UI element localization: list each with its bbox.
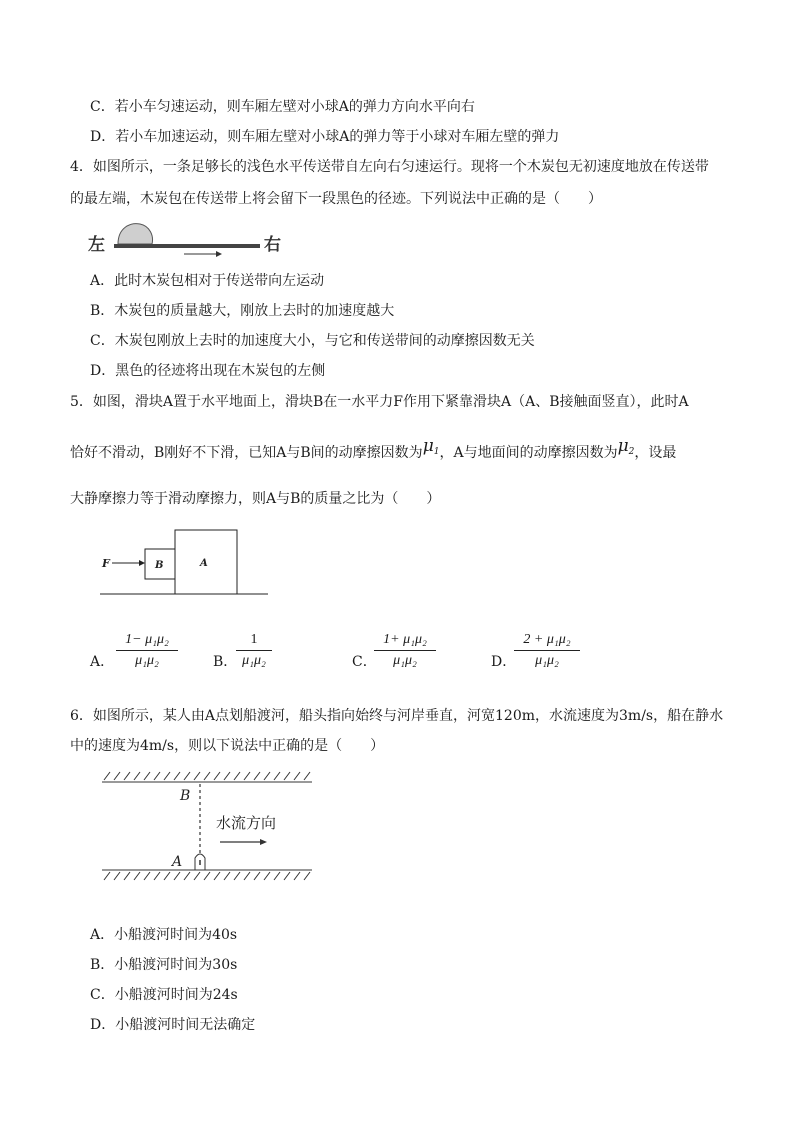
q5-stem-line3: 大静摩擦力等于滑动摩擦力，则A与B的质量之比为（ ） [70, 491, 441, 507]
bottom-bank [102, 870, 312, 880]
block-a-label: A [200, 558, 208, 569]
q6-river-figure [100, 770, 320, 886]
point-a-label: A [172, 854, 183, 870]
q5-option-d-label: D． [491, 654, 517, 670]
q4-stem-line2: 的最左端，木炭包在传送带上将会留下一段黑色的径迹。下列说法中正确的是（ ） [70, 191, 602, 207]
q5-stem-line2: 恰好不滑动，B刚好不下滑，已知A与B间的动摩擦因数为$\mu_1$，A与地面间的动摩擦因数为$\mu_2$，设最 [70, 436, 677, 461]
q6-option-b: B．小船渡河时间为30s [90, 957, 238, 973]
q5-option-b-fraction: $\frac{1}{\text{μ₁μ₂}}$ [236, 632, 272, 669]
q4-option-a: A．此时木炭包相对于传送带向左运动 [90, 273, 325, 289]
q6-option-c: C．小船渡河时间为24s [90, 987, 238, 1003]
q5-option-d-fraction: $\frac{\text{2 + μ₁μ₂}}{\text{μ₁μ₂}}$ [514, 632, 580, 669]
q4-stem-line1: 4．如图所示，一条足够长的浅色水平传送带自左向右匀速运行。现将一个木炭包无初速度地放在传送带 [70, 159, 709, 175]
q6-option-d: D．小船渡河时间无法确定 [90, 1017, 256, 1033]
block-b-label: B [155, 560, 164, 571]
option-d-prev: D．若小车加速运动，则车厢左壁对小球A的弹力等于小球对车厢左壁的弹力 [90, 129, 560, 145]
mu2-symbol: $\mu_2$ [617, 436, 635, 457]
q5-option-a-fraction: $\frac{\text{1− μ₁μ₂}}{\text{μ₁μ₂}}$ [116, 632, 178, 669]
q4-option-b: B．木炭包的质量越大，刚放上去时的加速度越大 [90, 303, 395, 319]
q4-option-d: D．黑色的径迹将出现在木炭包的左侧 [90, 363, 326, 379]
point-b-label: B [180, 788, 191, 804]
q4-option-c: C．木炭包刚放上去时的加速度大小，与它和传送带间的动摩擦因数无关 [90, 333, 535, 349]
conveyor-belt [114, 244, 260, 248]
flow-direction-label: 水流方向 [216, 814, 277, 832]
q5-stem-line1: 5．如图，滑块A置于水平地面上，滑块B在一水平力F作用下紧靠滑块A（A、B接触面竖直），此时A [70, 394, 689, 410]
q4-left-label: 左 [88, 235, 105, 255]
q4-right-label: 右 [264, 235, 281, 255]
q4-conveyor-figure [88, 218, 288, 260]
q6-stem-line1: 6．如图所示，某人由A点划船渡河，船头指向始终与河岸垂直，河宽120m，水流速度为3m/s，船在静水 [70, 708, 724, 724]
q6-option-a: A．小船渡河时间为40s [90, 927, 238, 943]
q5-blocks-figure [100, 526, 270, 604]
q6-stem-line2: 中的速度为4m/s，则以下说法中正确的是（ ） [70, 738, 385, 754]
q5-option-b-label: B． [213, 654, 238, 670]
force-label: F [102, 557, 110, 570]
charcoal-bag [118, 224, 153, 244]
q5-option-c-fraction: $\frac{\text{1+ μ₁μ₂}}{\text{μ₁μ₂}}$ [374, 632, 436, 669]
mu1-symbol: $\mu_1$ [422, 436, 440, 457]
q5-option-c-label: C． [352, 654, 377, 670]
option-c-prev: C．若小车匀速运动，则车厢左壁对小球A的弹力方向水平向右 [90, 99, 475, 115]
q5-option-a-label: A． [90, 654, 115, 670]
top-bank [102, 772, 312, 782]
